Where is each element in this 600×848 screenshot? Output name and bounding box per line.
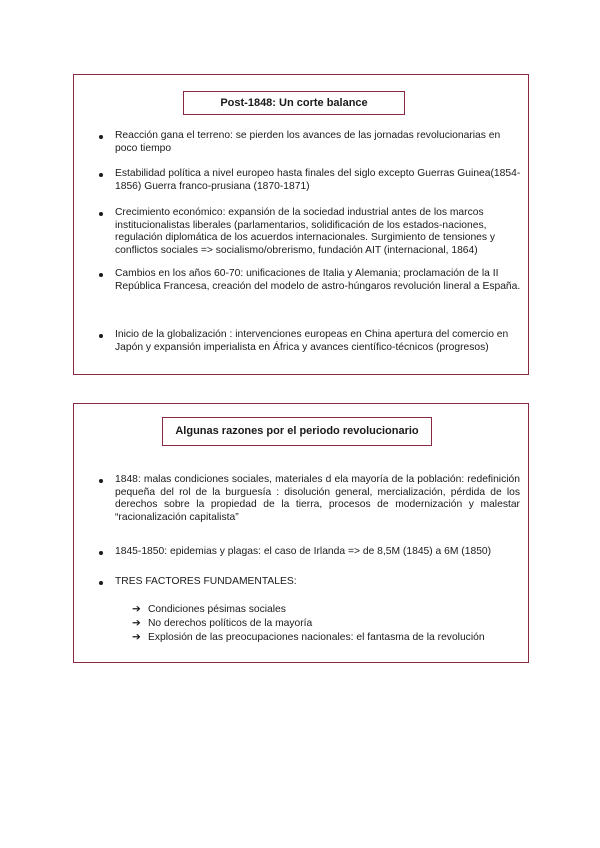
- panel-title: Post-1848: Un corte balance: [183, 91, 405, 115]
- bullet-text: Crecimiento económico: expansión de la sociedad industrial antes de los marcos institucionalistas liberales (parlamentarios, solidificación de los estados-naciones, regulación diplomática de los acuerdos internacionales. Surgimiento de tensiones y conflictos sociales => socialismo/obrerismo, fundación AIT (internacional, 1864): [115, 207, 496, 256]
- bullet-icon: [99, 273, 103, 277]
- bullet-text: TRES FACTORES FUNDAMENTALES:: [115, 576, 297, 587]
- list-item: [132, 631, 485, 645]
- bullet-icon: [99, 173, 103, 177]
- bullet-text: Inicio de la globalización : intervenciones europeas en China apertura del comercio en Japón y expansión imperialista en África y avances científico-técnicos (progresos): [115, 329, 509, 353]
- bullet-icon: [99, 551, 103, 555]
- list-item: [132, 617, 485, 631]
- factor-text: Explosión de las preocupaciones nacionales: el fantasma de la revolución: [148, 632, 485, 643]
- bullet-icon: [99, 135, 103, 139]
- factor-text: Condiciones pésimas sociales: [148, 604, 286, 615]
- reasons-panel-revolutionary-period: [73, 403, 529, 663]
- bullet-icon: [99, 212, 103, 216]
- factor-text: No derechos políticos de la mayoría: [148, 618, 313, 629]
- bullet-text: Cambios en los años 60-70: unificaciones de Italia y Alemania; proclamación de la II República Francesa, creación del modelo de astro-húngaros revolución lineral a España.: [115, 268, 521, 292]
- arrow-right-icon: ➔: [132, 632, 141, 643]
- factors-list: [132, 603, 485, 645]
- bullet-text: Reacción gana el terreno: se pierden los avances de las jornadas revolucionarias en poco tiempo: [115, 130, 501, 154]
- summary-panel-post-1848: [73, 74, 529, 375]
- list-item: [132, 603, 485, 617]
- panel-title: Algunas razones por el periodo revolucionario: [162, 417, 432, 446]
- bullet-text: 1848: malas condiciones sociales, materiales d ela mayoría de la población: redefinición pequeña del rol de la burguesía : disolución general, mercialización, pérdida de los derechos sobre la propiedad de la tierra, procesos de modernización y malestar “racionalización capitalista”: [115, 474, 520, 523]
- bullet-icon: [99, 479, 103, 483]
- bullet-icon: [99, 334, 103, 338]
- arrow-right-icon: ➔: [132, 604, 141, 615]
- bullet-icon: [99, 581, 103, 585]
- bullet-text: 1845-1850: epidemias y plagas: el caso de Irlanda => de 8,5M (1845) a 6M (1850): [115, 546, 492, 557]
- bullet-text: Estabilidad política a nivel europeo hasta finales del siglo excepto Guerras Guinea(1854-1856) Guerra franco-prusiana (1870-1871): [115, 168, 521, 192]
- arrow-right-icon: ➔: [132, 618, 141, 629]
